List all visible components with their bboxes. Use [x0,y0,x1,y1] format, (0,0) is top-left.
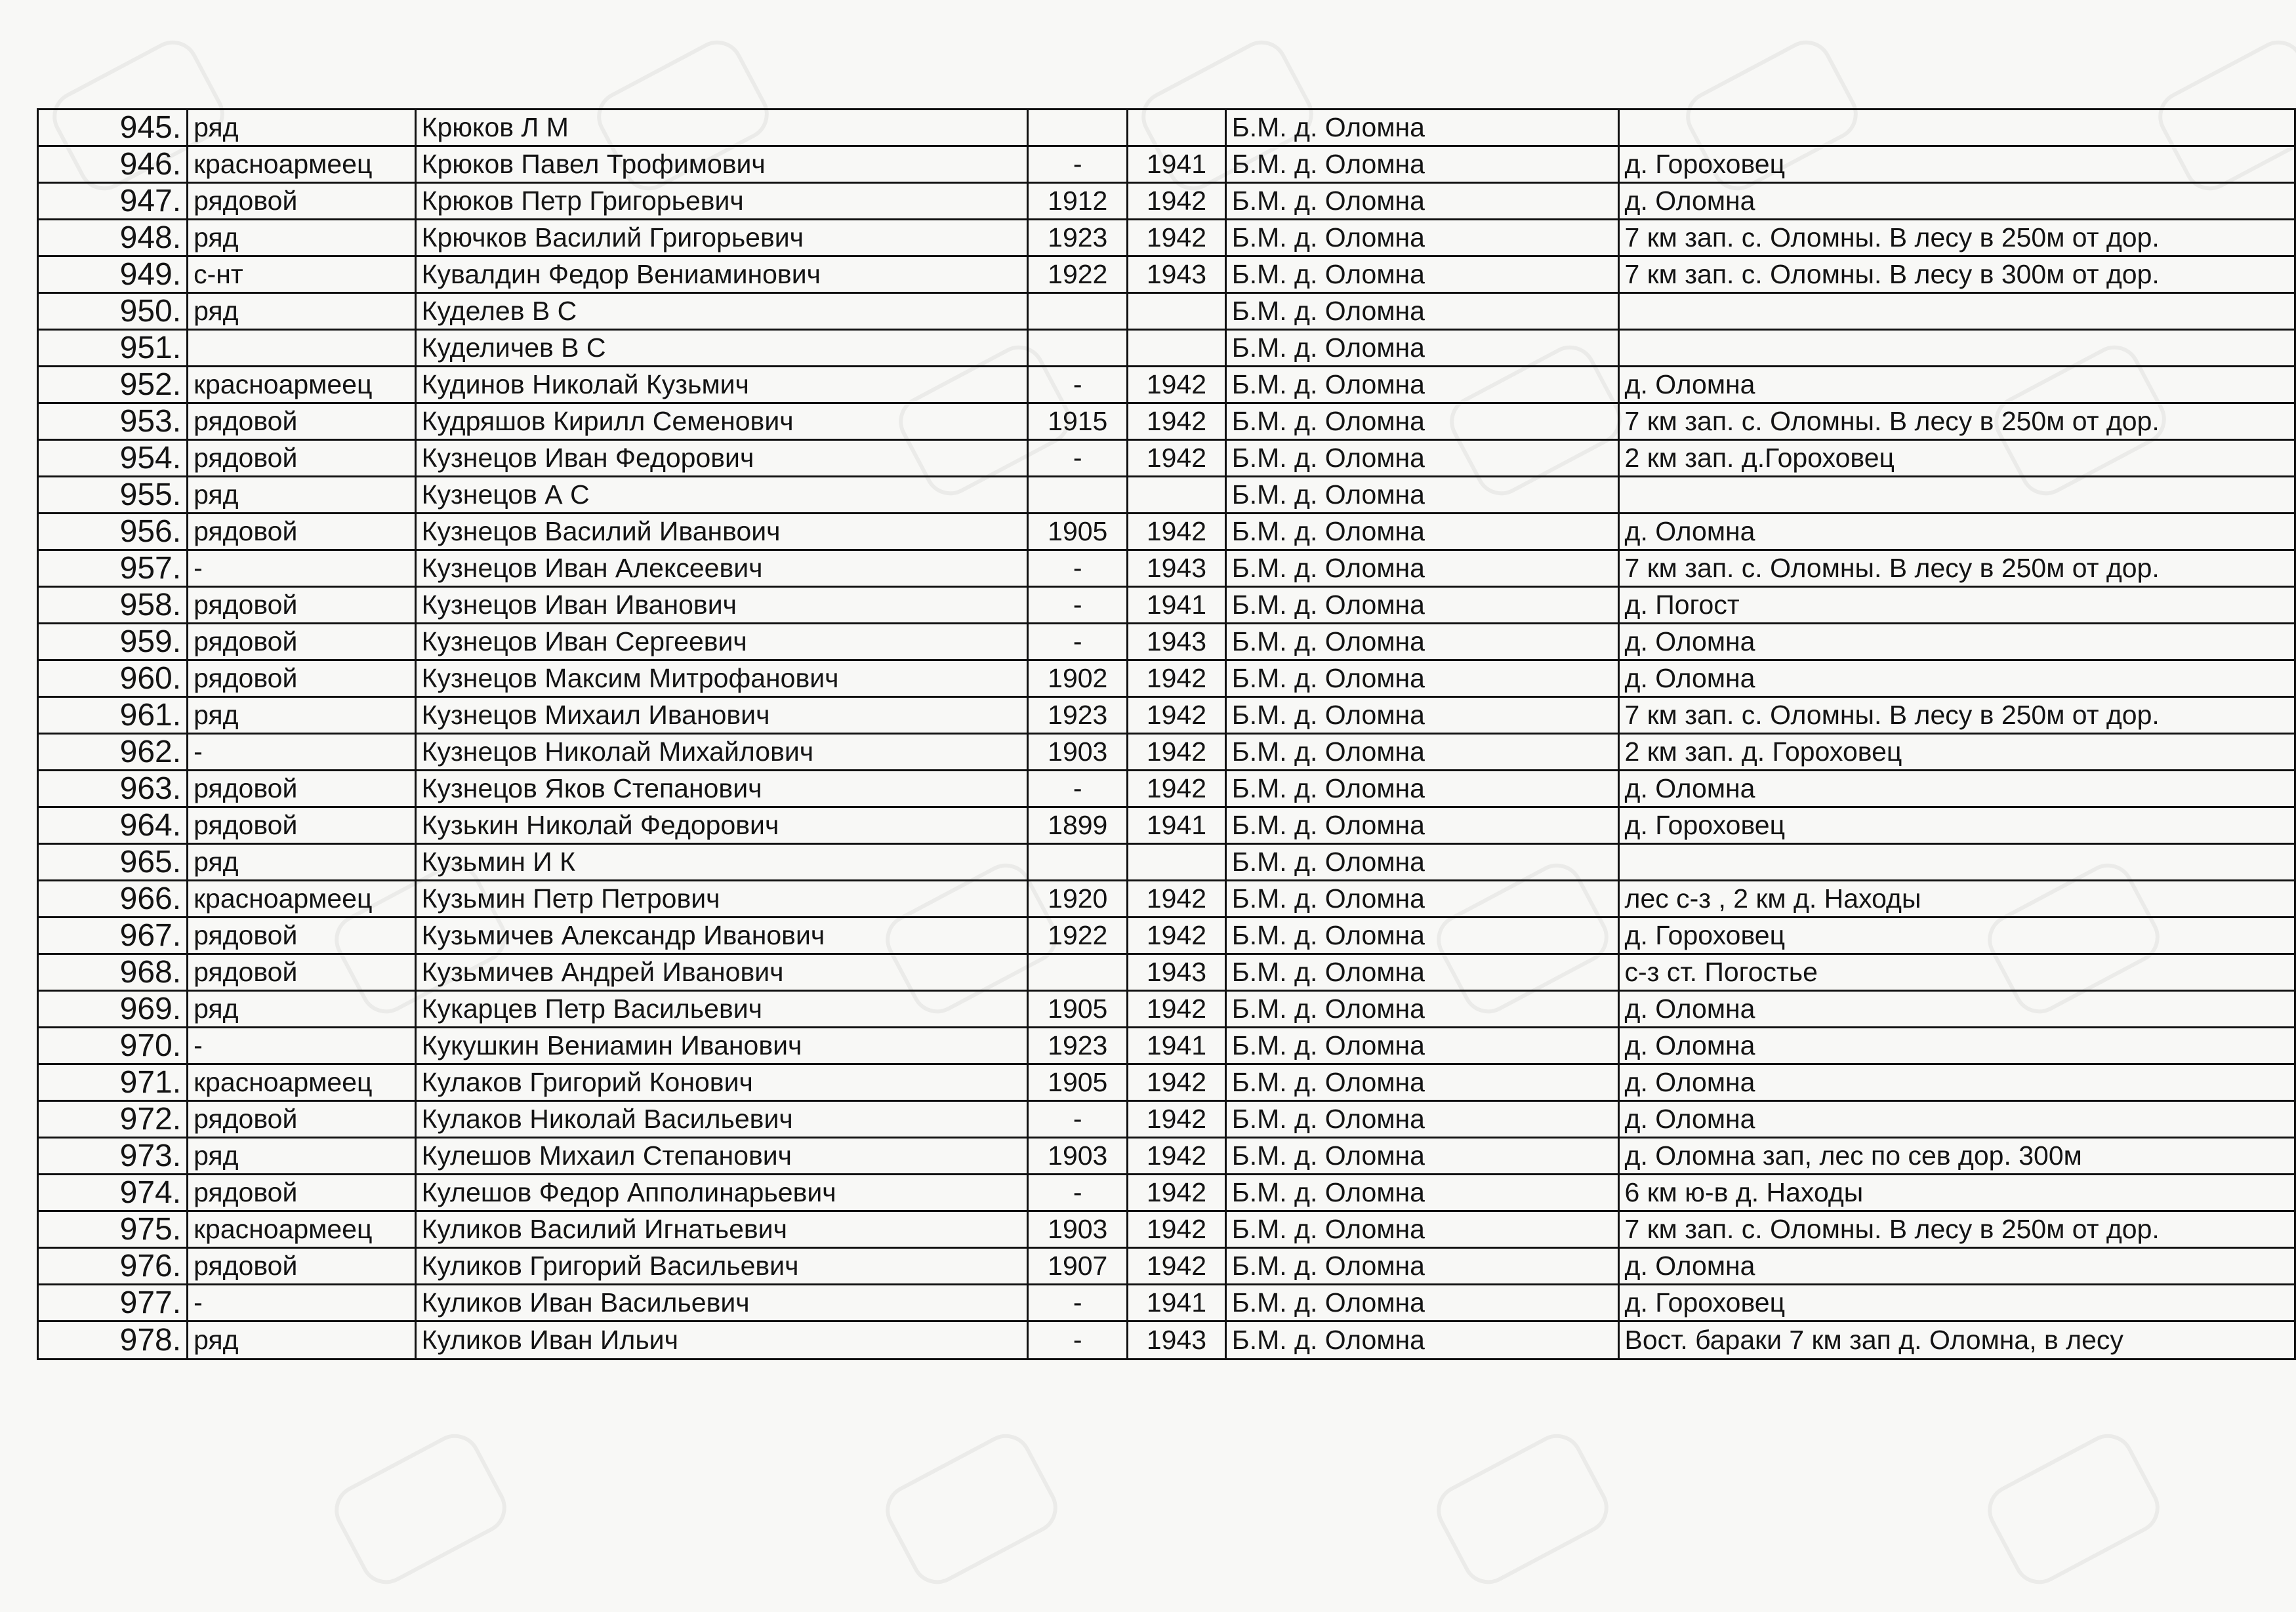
rank-cell: рядовой [188,514,416,550]
record-number: 956. [38,514,188,550]
name-cell: Кузнецов А С [415,477,1028,514]
burial-site-cell: Б.М. д. Оломна [1225,403,1618,440]
birth-year-cell: 1922 [1028,917,1128,954]
name-cell: Кузнецов Иван Федорович [415,440,1028,477]
table-row [38,1175,2295,1211]
burial-site-cell: Б.М. д. Оломна [1225,440,1618,477]
burial-site-cell: Б.М. д. Оломна [1225,1248,1618,1285]
original-burial-place-cell: д. Оломна [1618,771,2295,807]
original-burial-place-cell [1618,477,2295,514]
table-row [38,330,2295,367]
name-cell: Кузькин Николай Федорович [415,807,1028,844]
burial-site-cell: Б.М. д. Оломна [1225,330,1618,367]
death-year-cell: 1942 [1128,183,1226,220]
birth-year-cell: 1915 [1028,403,1128,440]
rank-cell: ряд [188,697,416,734]
birth-year-cell: - [1028,367,1128,403]
burial-site-cell: Б.М. д. Оломна [1225,734,1618,771]
table-row [38,1211,2295,1248]
original-burial-place-cell: 2 км зап. д. Гороховец [1618,734,2295,771]
original-burial-place-cell [1618,110,2295,146]
original-burial-place-cell: д. Оломна [1618,624,2295,660]
table-row [38,550,2295,587]
table-row [38,917,2295,954]
record-number: 951. [38,330,188,367]
name-cell: Куликов Иван Ильич [415,1321,1028,1360]
table-row [38,991,2295,1028]
rank-cell: рядовой [188,1101,416,1138]
birth-year-cell [1028,293,1128,330]
death-year-cell: 1941 [1128,587,1226,624]
burial-site-cell: Б.М. д. Оломна [1225,991,1618,1028]
name-cell: Кукарцев Петр Васильевич [415,991,1028,1028]
original-burial-place-cell: д. Оломна [1618,1248,2295,1285]
original-burial-place-cell: 6 км ю-в д. Находы [1618,1175,2295,1211]
birth-year-cell: 1923 [1028,220,1128,256]
burial-site-cell: Б.М. д. Оломна [1225,110,1618,146]
rank-cell: рядовой [188,183,416,220]
record-number: 948. [38,220,188,256]
burial-site-cell: Б.М. д. Оломна [1225,1028,1618,1064]
rank-cell: - [188,1028,416,1064]
name-cell: Кузьмичев Андрей Иванович [415,954,1028,991]
name-cell: Кузьмин Петр Петрович [415,881,1028,917]
table-row [38,403,2295,440]
death-year-cell: 1942 [1128,440,1226,477]
original-burial-place-cell: 7 км зап. с. Оломны. В лесу в 250м от дор. [1618,550,2295,587]
table-row [38,293,2295,330]
register-body [38,110,2295,1360]
rank-cell: ряд [188,293,416,330]
death-year-cell: 1942 [1128,1248,1226,1285]
birth-year-cell [1028,477,1128,514]
watermark-logo [876,1425,1067,1594]
record-number: 954. [38,440,188,477]
record-number: 977. [38,1285,188,1321]
name-cell: Кузьмичев Александр Иванович [415,917,1028,954]
record-number: 972. [38,1101,188,1138]
rank-cell: рядовой [188,587,416,624]
rank-cell: красноармеец [188,146,416,183]
watermark-logo [1427,1425,1618,1594]
record-number: 960. [38,660,188,697]
original-burial-place-cell: 7 км зап. с. Оломны. В лесу в 250м от дор. [1618,220,2295,256]
original-burial-place-cell [1618,293,2295,330]
rank-cell: ряд [188,1321,416,1360]
burial-site-cell: Б.М. д. Оломна [1225,146,1618,183]
name-cell: Кузнецов Василий Иванвоич [415,514,1028,550]
birth-year-cell: - [1028,1175,1128,1211]
record-number: 975. [38,1211,188,1248]
name-cell: Кулаков Николай Васильевич [415,1101,1028,1138]
death-year-cell: 1943 [1128,550,1226,587]
record-number: 966. [38,881,188,917]
birth-year-cell [1028,954,1128,991]
record-number: 959. [38,624,188,660]
table-row [38,220,2295,256]
table-row [38,110,2295,146]
record-number: 962. [38,734,188,771]
rank-cell: рядовой [188,807,416,844]
record-number: 967. [38,917,188,954]
original-burial-place-cell: 2 км зап. д.Гороховец [1618,440,2295,477]
original-burial-place-cell: д. Гороховец [1618,146,2295,183]
birth-year-cell: 1903 [1028,1211,1128,1248]
record-number: 953. [38,403,188,440]
record-number: 969. [38,991,188,1028]
table-row [38,440,2295,477]
table-row [38,881,2295,917]
name-cell: Кулаков Григорий Конович [415,1064,1028,1101]
original-burial-place-cell: д. Гороховец [1618,807,2295,844]
birth-year-cell: 1905 [1028,991,1128,1028]
burial-site-cell: Б.М. д. Оломна [1225,660,1618,697]
table-row [38,1285,2295,1321]
record-number: 964. [38,807,188,844]
birth-year-cell: - [1028,550,1128,587]
burial-site-cell: Б.М. д. Оломна [1225,1211,1618,1248]
birth-year-cell: - [1028,146,1128,183]
death-year-cell [1128,293,1226,330]
birth-year-cell: 1912 [1028,183,1128,220]
name-cell: Кузнецов Яков Степанович [415,771,1028,807]
death-year-cell: 1942 [1128,734,1226,771]
name-cell: Куликов Василий Игнатьевич [415,1211,1028,1248]
rank-cell: рядовой [188,1248,416,1285]
name-cell: Кузнецов Николай Михайлович [415,734,1028,771]
rank-cell: красноармеец [188,1211,416,1248]
burial-site-cell: Б.М. д. Оломна [1225,807,1618,844]
birth-year-cell: - [1028,1285,1128,1321]
burial-site-cell: Б.М. д. Оломна [1225,771,1618,807]
name-cell: Кузьмин И К [415,844,1028,881]
record-number: 955. [38,477,188,514]
death-year-cell: 1942 [1128,403,1226,440]
death-year-cell: 1941 [1128,1028,1226,1064]
death-year-cell: 1942 [1128,697,1226,734]
original-burial-place-cell: лес с-з , 2 км д. Находы [1618,881,2295,917]
burial-site-cell: Б.М. д. Оломна [1225,256,1618,293]
rank-cell: ряд [188,220,416,256]
death-year-cell: 1943 [1128,624,1226,660]
rank-cell: ряд [188,110,416,146]
record-number: 952. [38,367,188,403]
name-cell: Куделичев В С [415,330,1028,367]
rank-cell: ряд [188,1138,416,1175]
rank-cell: красноармеец [188,1064,416,1101]
death-year-cell: 1941 [1128,146,1226,183]
birth-year-cell: 1903 [1028,734,1128,771]
birth-year-cell: 1905 [1028,514,1128,550]
burial-site-cell: Б.М. д. Оломна [1225,697,1618,734]
rank-cell: рядовой [188,771,416,807]
burial-site-cell: Б.М. д. Оломна [1225,844,1618,881]
table-row [38,734,2295,771]
death-year-cell: 1943 [1128,256,1226,293]
watermark-logo [1978,1425,2169,1594]
original-burial-place-cell: с-з ст. Погостье [1618,954,2295,991]
name-cell: Куделев В С [415,293,1028,330]
original-burial-place-cell [1618,844,2295,881]
death-year-cell: 1942 [1128,1138,1226,1175]
name-cell: Кулешов Михаил Степанович [415,1138,1028,1175]
death-year-cell [1128,844,1226,881]
original-burial-place-cell: 7 км зап. с. Оломны. В лесу в 250м от дор. [1618,697,2295,734]
rank-cell: рядовой [188,403,416,440]
burial-site-cell: Б.М. д. Оломна [1225,1064,1618,1101]
birth-year-cell [1028,110,1128,146]
table-row [38,367,2295,403]
burial-site-cell: Б.М. д. Оломна [1225,477,1618,514]
death-year-cell: 1942 [1128,917,1226,954]
record-number: 978. [38,1321,188,1360]
record-number: 946. [38,146,188,183]
rank-cell: ряд [188,844,416,881]
death-year-cell: 1942 [1128,771,1226,807]
record-number: 958. [38,587,188,624]
burial-site-cell: Б.М. д. Оломна [1225,183,1618,220]
birth-year-cell: 1902 [1028,660,1128,697]
name-cell: Кузнецов Михаил Иванович [415,697,1028,734]
birth-year-cell: - [1028,1321,1128,1360]
table-row [38,146,2295,183]
birth-year-cell: 1903 [1028,1138,1128,1175]
record-number: 949. [38,256,188,293]
name-cell: Кудинов Николай Кузьмич [415,367,1028,403]
original-burial-place-cell: 7 км зап. с. Оломны. В лесу в 250м от дор. [1618,403,2295,440]
name-cell: Кувалдин Федор Вениаминович [415,256,1028,293]
table-row [38,514,2295,550]
original-burial-place-cell: д. Оломна [1618,991,2295,1028]
death-year-cell: 1942 [1128,1064,1226,1101]
original-burial-place-cell: д. Оломна [1618,1064,2295,1101]
record-number: 974. [38,1175,188,1211]
table-row [38,697,2295,734]
death-year-cell: 1941 [1128,807,1226,844]
table-row [38,477,2295,514]
birth-year-cell: 1923 [1028,697,1128,734]
original-burial-place-cell [1618,330,2295,367]
rank-cell: рядовой [188,660,416,697]
birth-year-cell [1028,844,1128,881]
rank-cell: рядовой [188,624,416,660]
record-number: 976. [38,1248,188,1285]
death-year-cell: 1942 [1128,1101,1226,1138]
burial-site-cell: Б.М. д. Оломна [1225,293,1618,330]
death-year-cell: 1941 [1128,1285,1226,1321]
table-row [38,1321,2295,1360]
original-burial-place-cell: д. Оломна [1618,660,2295,697]
death-year-cell: 1942 [1128,1175,1226,1211]
birth-year-cell: 1899 [1028,807,1128,844]
rank-cell: - [188,734,416,771]
death-year-cell: 1942 [1128,881,1226,917]
original-burial-place-cell: д. Погост [1618,587,2295,624]
rank-cell: ряд [188,991,416,1028]
rank-cell [188,330,416,367]
death-year-cell [1128,330,1226,367]
burial-site-cell: Б.М. д. Оломна [1225,1285,1618,1321]
burial-site-cell: Б.М. д. Оломна [1225,587,1618,624]
name-cell: Кукушкин Вениамин Иванович [415,1028,1028,1064]
birth-year-cell: - [1028,587,1128,624]
rank-cell: - [188,1285,416,1321]
burial-site-cell: Б.М. д. Оломна [1225,1321,1618,1360]
rank-cell: с-нт [188,256,416,293]
name-cell: Кузнецов Иван Алексеевич [415,550,1028,587]
table-row [38,1138,2295,1175]
name-cell: Кузнецов Максим Митрофанович [415,660,1028,697]
burial-site-cell: Б.М. д. Оломна [1225,954,1618,991]
record-number: 950. [38,293,188,330]
original-burial-place-cell: д. Оломна [1618,183,2295,220]
death-year-cell: 1942 [1128,1211,1226,1248]
birth-year-cell: 1905 [1028,1064,1128,1101]
original-burial-place-cell: д. Оломна зап, лес по сев дор. 300м [1618,1138,2295,1175]
table-row [38,954,2295,991]
burial-site-cell: Б.М. д. Оломна [1225,367,1618,403]
table-row [38,771,2295,807]
birth-year-cell: - [1028,771,1128,807]
record-number: 961. [38,697,188,734]
rank-cell: рядовой [188,1175,416,1211]
original-burial-place-cell: д. Оломна [1618,367,2295,403]
table-row [38,660,2295,697]
table-row [38,624,2295,660]
table-row [38,256,2295,293]
rank-cell: рядовой [188,440,416,477]
death-year-cell: 1942 [1128,514,1226,550]
table-row [38,807,2295,844]
record-number: 963. [38,771,188,807]
table-row [38,1064,2295,1101]
rank-cell: ряд [188,477,416,514]
birth-year-cell: - [1028,1101,1128,1138]
burial-site-cell: Б.М. д. Оломна [1225,624,1618,660]
birth-year-cell: - [1028,624,1128,660]
name-cell: Кудряшов Кирилл Семенович [415,403,1028,440]
burial-site-cell: Б.М. д. Оломна [1225,514,1618,550]
burial-site-cell: Б.М. д. Оломна [1225,1101,1618,1138]
name-cell: Кузнецов Иван Иванович [415,587,1028,624]
name-cell: Крюков Л М [415,110,1028,146]
original-burial-place-cell: д. Оломна [1618,514,2295,550]
name-cell: Кузнецов Иван Сергеевич [415,624,1028,660]
burial-register-table [37,108,2296,1360]
birth-year-cell [1028,330,1128,367]
table-row [38,1248,2295,1285]
death-year-cell [1128,110,1226,146]
original-burial-place-cell: д. Оломна [1618,1101,2295,1138]
record-number: 945. [38,110,188,146]
watermark-logo [325,1425,516,1594]
table-row [38,183,2295,220]
table-row [38,1028,2295,1064]
record-number: 947. [38,183,188,220]
birth-year-cell: 1923 [1028,1028,1128,1064]
death-year-cell: 1942 [1128,660,1226,697]
burial-site-cell: Б.М. д. Оломна [1225,1175,1618,1211]
original-burial-place-cell: 7 км зап. с. Оломны. В лесу в 300м от дор. [1618,256,2295,293]
record-number: 968. [38,954,188,991]
rank-cell: - [188,550,416,587]
name-cell: Крюков Павел Трофимович [415,146,1028,183]
burial-site-cell: Б.М. д. Оломна [1225,881,1618,917]
original-burial-place-cell: 7 км зап. с. Оломны. В лесу в 250м от дор. [1618,1211,2295,1248]
record-number: 965. [38,844,188,881]
name-cell: Куликов Иван Васильевич [415,1285,1028,1321]
rank-cell: красноармеец [188,367,416,403]
original-burial-place-cell: д. Гороховец [1618,1285,2295,1321]
burial-site-cell: Б.М. д. Оломна [1225,220,1618,256]
death-year-cell: 1943 [1128,954,1226,991]
death-year-cell [1128,477,1226,514]
name-cell: Кулешов Федор Апполинарьевич [415,1175,1028,1211]
table-row [38,587,2295,624]
name-cell: Крючков Василий Григорьевич [415,220,1028,256]
original-burial-place-cell: Вост. бараки 7 км зап д. Оломна, в лесу [1618,1321,2295,1360]
rank-cell: рядовой [188,954,416,991]
birth-year-cell: 1907 [1028,1248,1128,1285]
record-number: 957. [38,550,188,587]
burial-site-cell: Б.М. д. Оломна [1225,550,1618,587]
death-year-cell: 1942 [1128,367,1226,403]
rank-cell: рядовой [188,917,416,954]
birth-year-cell: 1920 [1028,881,1128,917]
name-cell: Крюков Петр Григорьевич [415,183,1028,220]
burial-site-cell: Б.М. д. Оломна [1225,917,1618,954]
table-row [38,1101,2295,1138]
birth-year-cell: - [1028,440,1128,477]
table-row [38,844,2295,881]
death-year-cell: 1942 [1128,220,1226,256]
burial-site-cell: Б.М. д. Оломна [1225,1138,1618,1175]
original-burial-place-cell: д. Оломна [1618,1028,2295,1064]
death-year-cell: 1943 [1128,1321,1226,1360]
name-cell: Куликов Григорий Васильевич [415,1248,1028,1285]
record-number: 971. [38,1064,188,1101]
birth-year-cell: 1922 [1028,256,1128,293]
record-number: 973. [38,1138,188,1175]
death-year-cell: 1942 [1128,991,1226,1028]
rank-cell: красноармеец [188,881,416,917]
original-burial-place-cell: д. Гороховец [1618,917,2295,954]
record-number: 970. [38,1028,188,1064]
